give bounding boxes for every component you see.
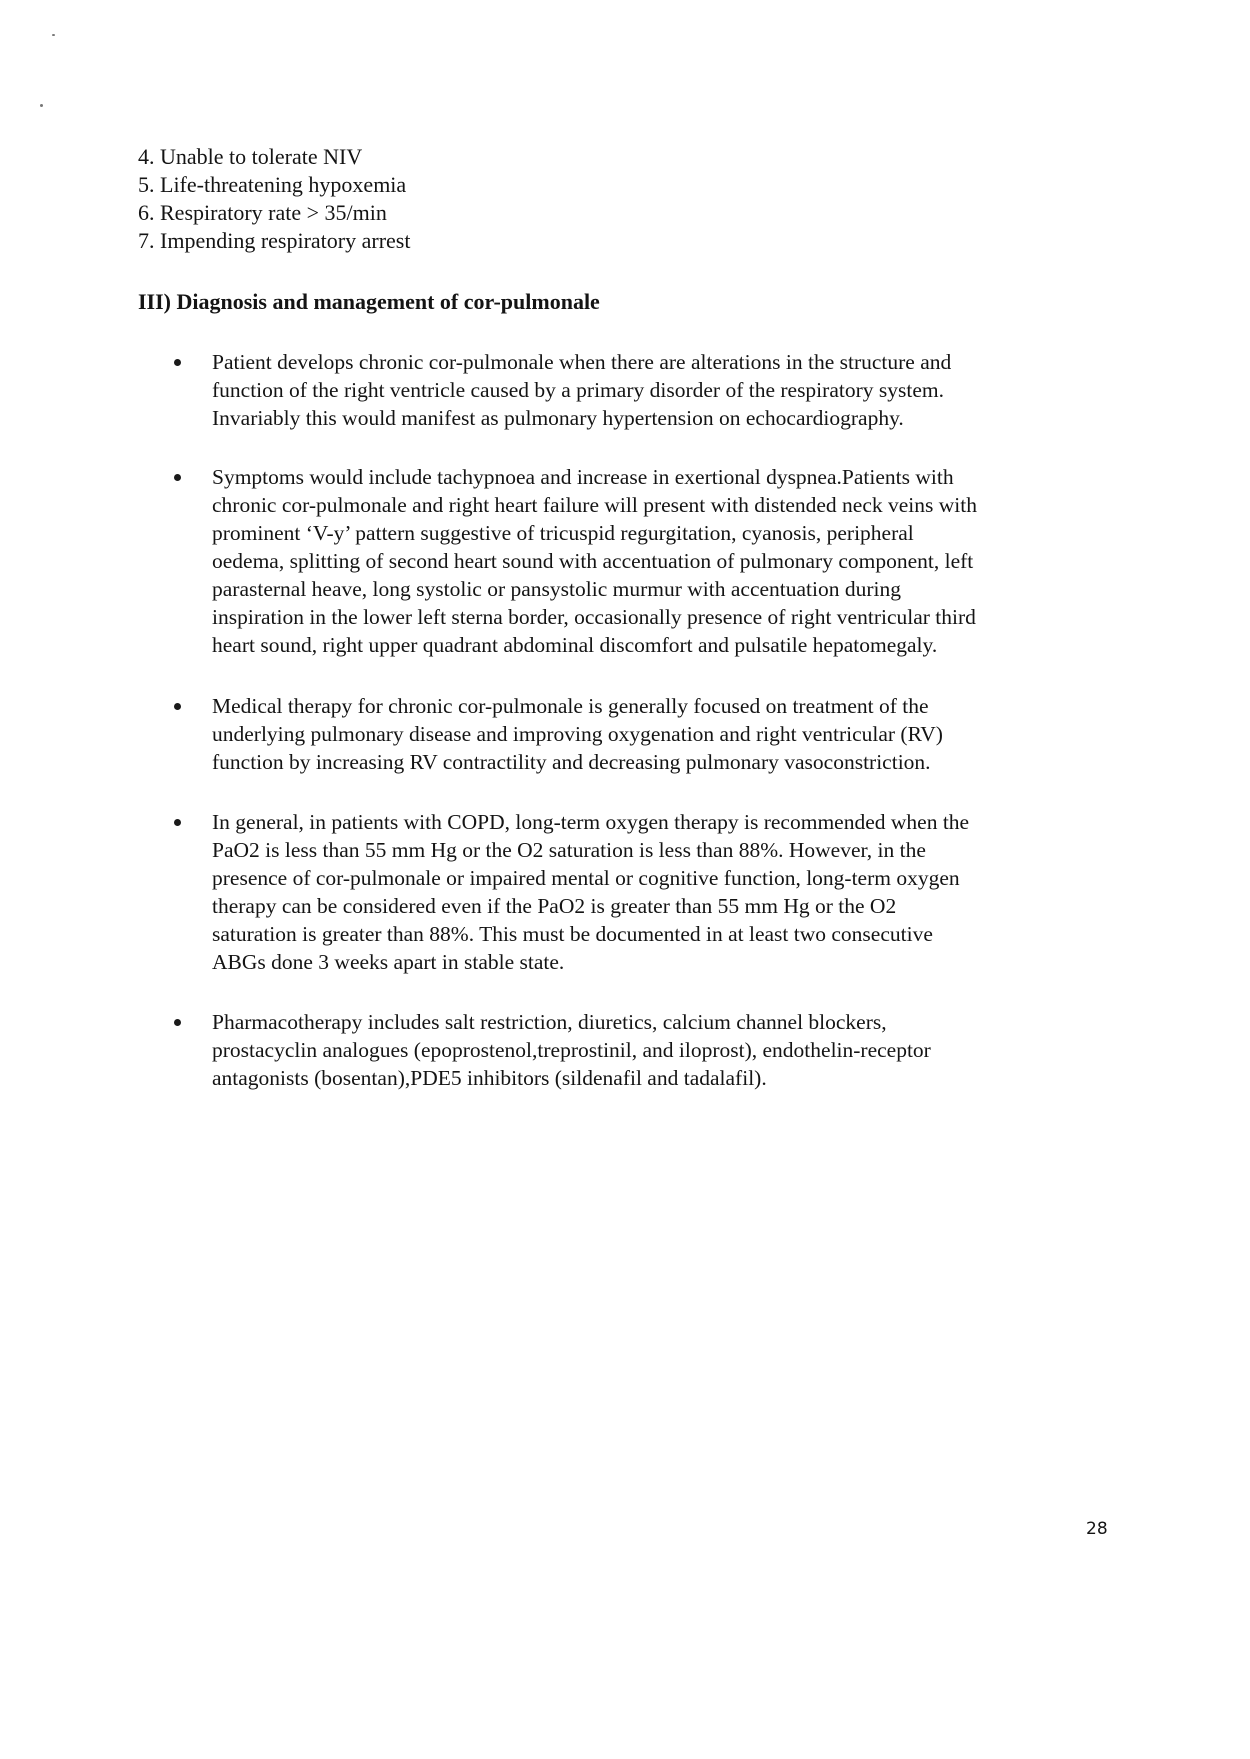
scan-speck [40,104,43,107]
bullet-icon [174,703,181,710]
bullet-text: Symptoms would include tachypnoea and increase in exertional dyspnea.Patients with chronic cor-pulmonale and right heart failure will present with distended neck veins with prominent ‘V-y’ pattern suggestive of tricuspid regurgitation, cyanosis, peripheral oedema, splitting of second heart sound with accentuation of pulmonary component, left parasternal heave, long systolic or pansystolic murmur with accentuation during inspiration in the lower left sterna border, occasionally presence of right ventricular third heart sound, right upper quadrant abdominal discomfort and pulsatile hepatomegaly. [212,465,977,657]
scan-speck [52,34,55,36]
bullet-icon [174,819,181,826]
bullet-icon [174,1019,181,1026]
numbered-item: 7. Impending respiratory arrest [138,228,411,253]
numbered-item: 5. Life-threatening hypoxemia [138,172,407,197]
numbered-list [138,143,410,255]
bullet-icon [174,474,181,481]
bullet-text: Medical therapy for chronic cor-pulmonale is generally focused on treatment of the underlying pulmonary disease and improving oxygenation and right ventricular (RV) function by increasing RV contractility and decreasing pulmonary vasoconstriction. [212,694,943,774]
section-heading: III) Diagnosis and management of cor-pulmonale [138,289,600,314]
bullet-text: In general, in patients with COPD, long-term oxygen therapy is recommended when the PaO2 is less than 55 mm Hg or the O2 saturation is less than 88%. However, in the presence of cor-pulmonale or impaired mental or cognitive function, long-term oxygen therapy can be considered even if the PaO2 is greater than 55 mm Hg or the O2 saturation is greater than 88%. This must be documented in at least two consecutive ABGs done 3 weeks apart in stable state. [212,810,970,974]
bullet-text: Pharmacotherapy includes salt restriction, diuretics, calcium channel blockers, prostacyclin analogues (epoprostenol,treprostinil, and iloprost), endothelin-receptor antagonists (bosentan),PDE5 inhibitors (sildenafil and tadalafil). [212,1010,931,1090]
bullet-icon [174,359,181,366]
bullet-text: Patient develops chronic cor-pulmonale when there are alterations in the structure and function of the right ventricle caused by a primary disorder of the respiratory system. Invariably this would manifest as pulmonary hypertension on echocardiography. [212,350,952,430]
numbered-item: 6. Respiratory rate > 35/min [138,200,387,225]
numbered-item: 4. Unable to tolerate NIV [138,144,363,169]
page-number: 28 [1086,1519,1108,1539]
